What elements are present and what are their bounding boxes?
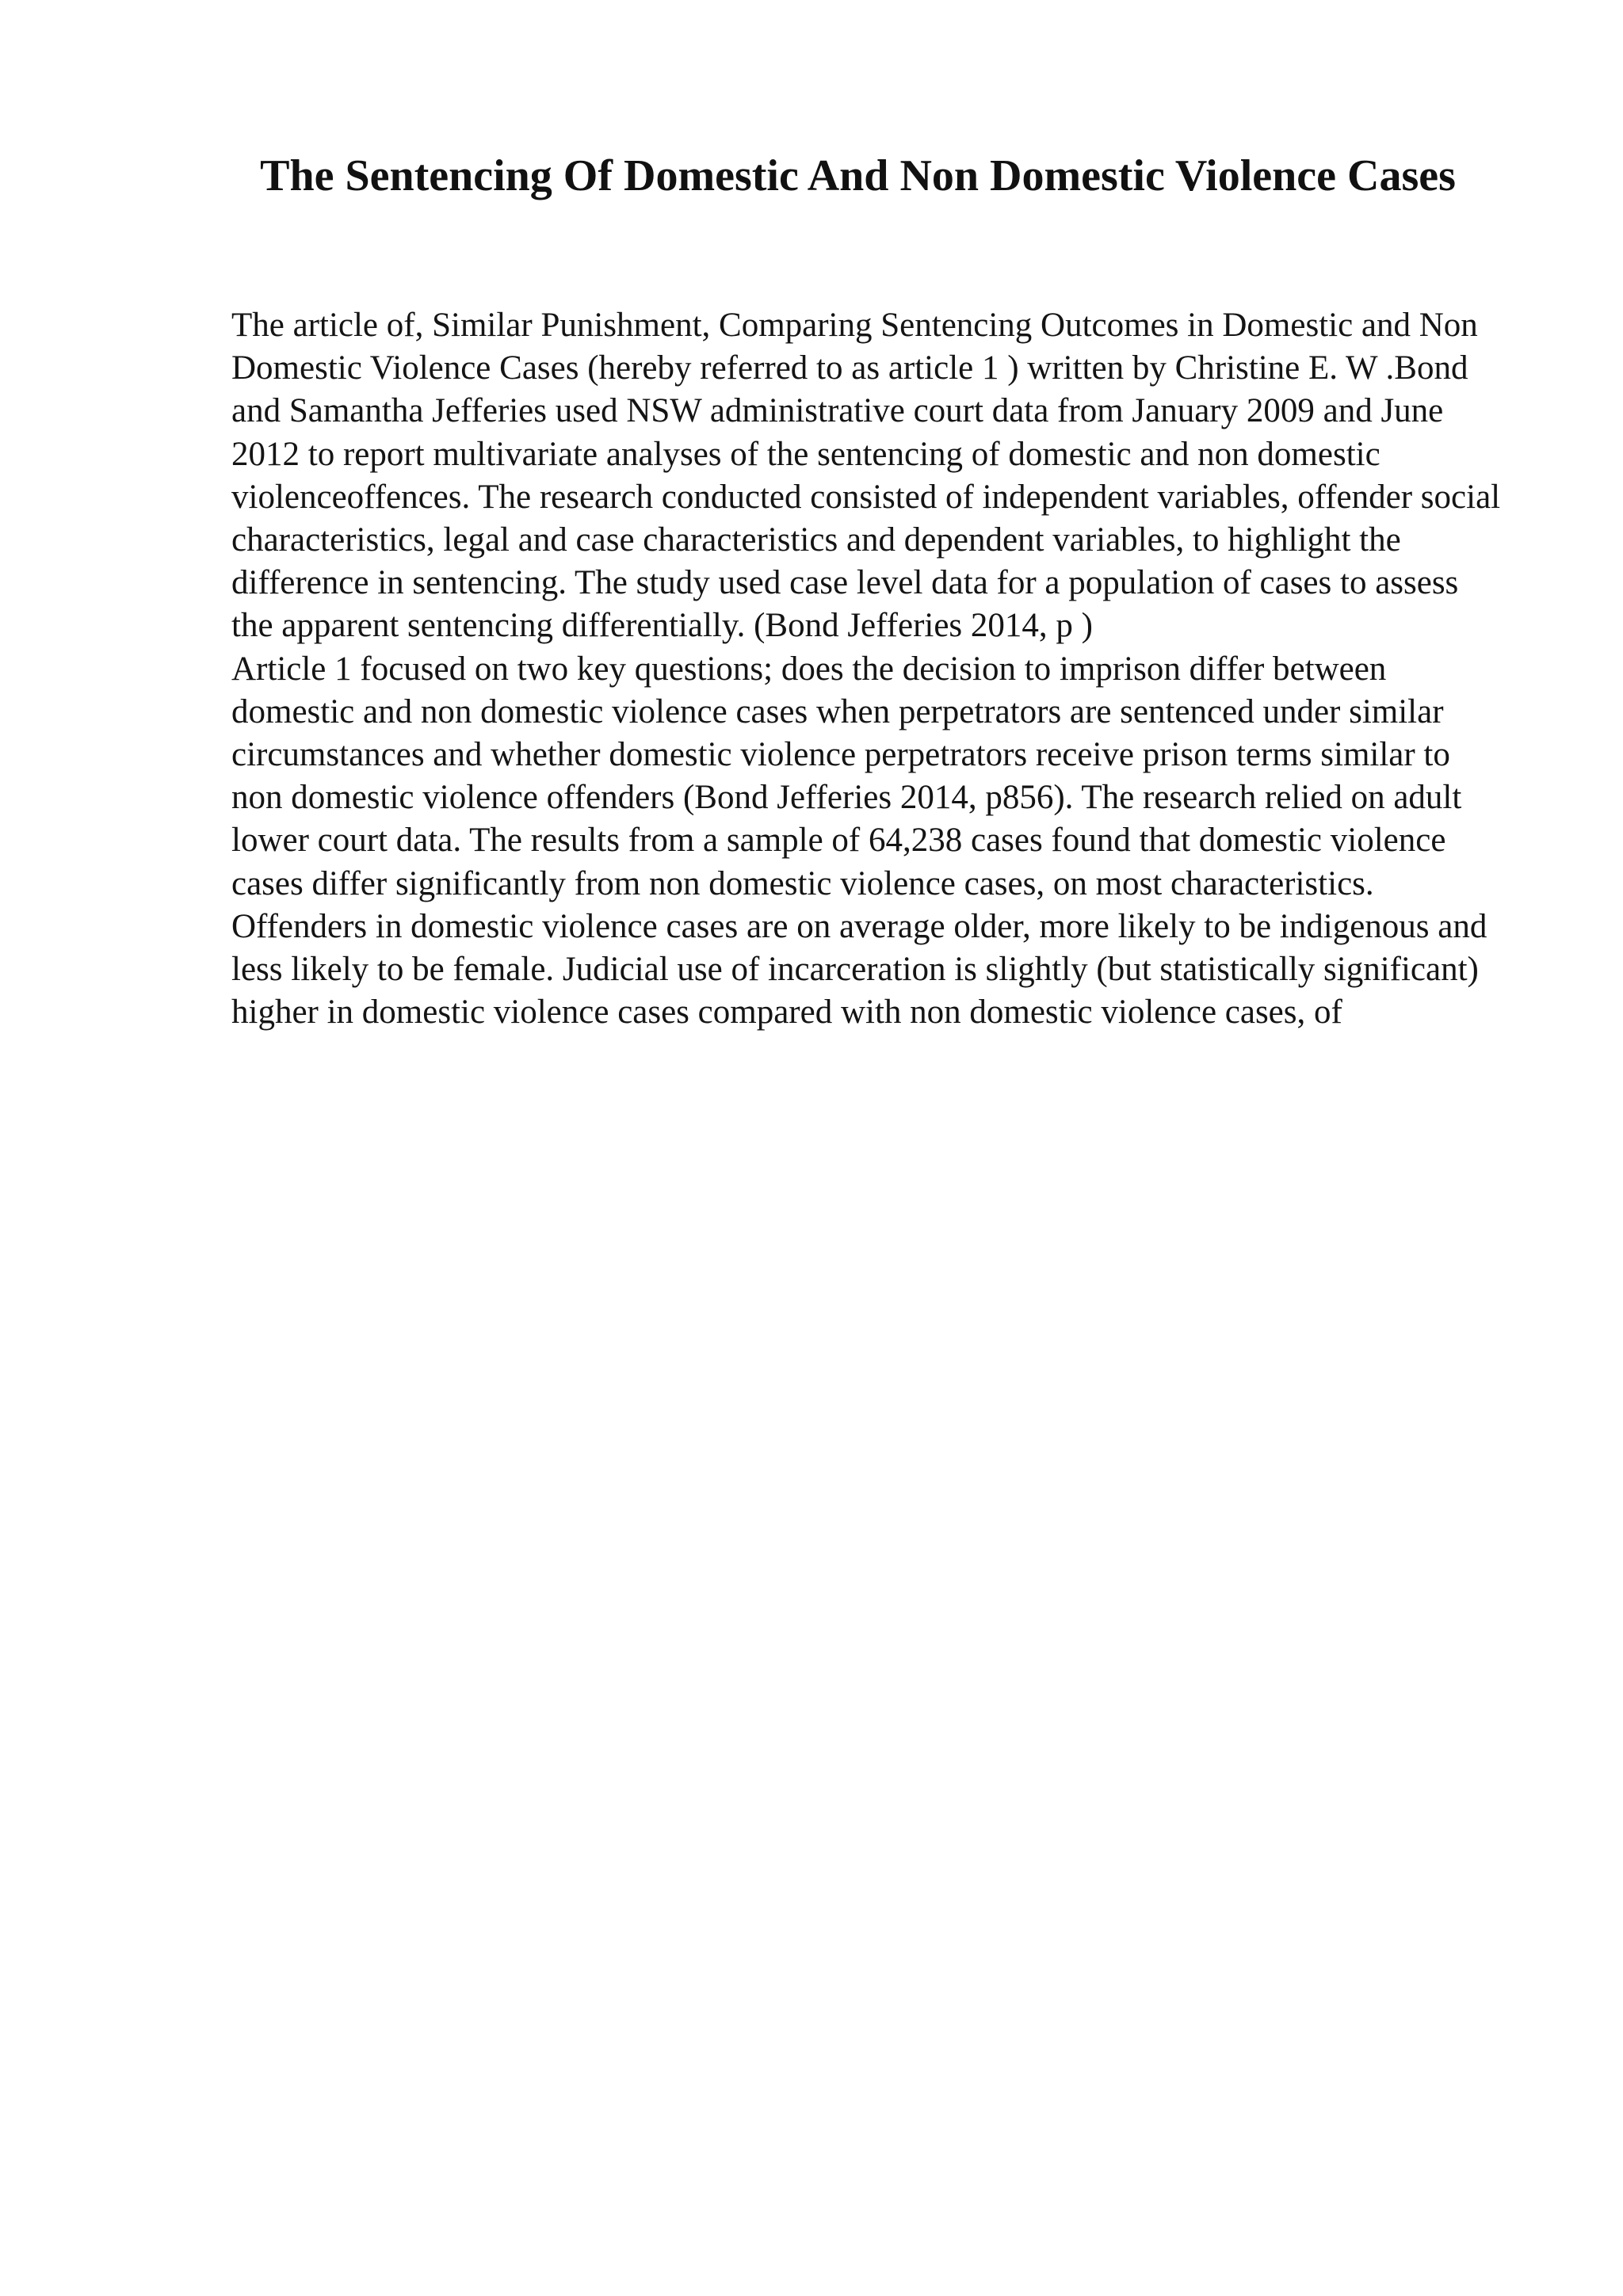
paragraph-2: Article 1 focused on two key questions; does the decision to imprison differ between domestic and non domestic violence cases when perpetrators are sentenced under similar circumstances and whether domestic violence perpetrators receive prison terms similar to non domestic violence offenders (Bond Jefferies 2014, p856). The research relied on adult lower court data. The results from a sample of 64,238 cases found that domestic violence cases differ significantly from non domestic violence cases, on most characteristics. Offenders in domestic violence cases are on average older, more likely to be indigenous and less likely to be female. Judicial use of incarceration is slightly (but statistically significant) higher in domestic violence cases compared with non domestic violence cases, of — [231, 650, 1487, 1032]
document-body — [231, 304, 1507, 1034]
paragraph-1: The article of, Similar Punishment, Comparing Sentencing Outcomes in Domestic and Non Domestic Violence Cases (hereby referred to as article 1 ) written by Christine E. W .Bond and Samantha Jefferies used NSW administrative court data from January 2009 and June 2012 to report multivariate analyses of the sentencing of domestic and non domestic violenceoffences. The research conducted consisted of independent variables, offender social characteristics, legal and case characteristics and dependent variables, to highlight the difference in sentencing. The study used case level data for a population of cases to assess the apparent sentencing differentially. (Bond Jefferies 2014, p ) — [231, 307, 1501, 645]
document-title: The Sentencing Of Domestic And Non Domestic Violence Cases — [260, 151, 1456, 200]
